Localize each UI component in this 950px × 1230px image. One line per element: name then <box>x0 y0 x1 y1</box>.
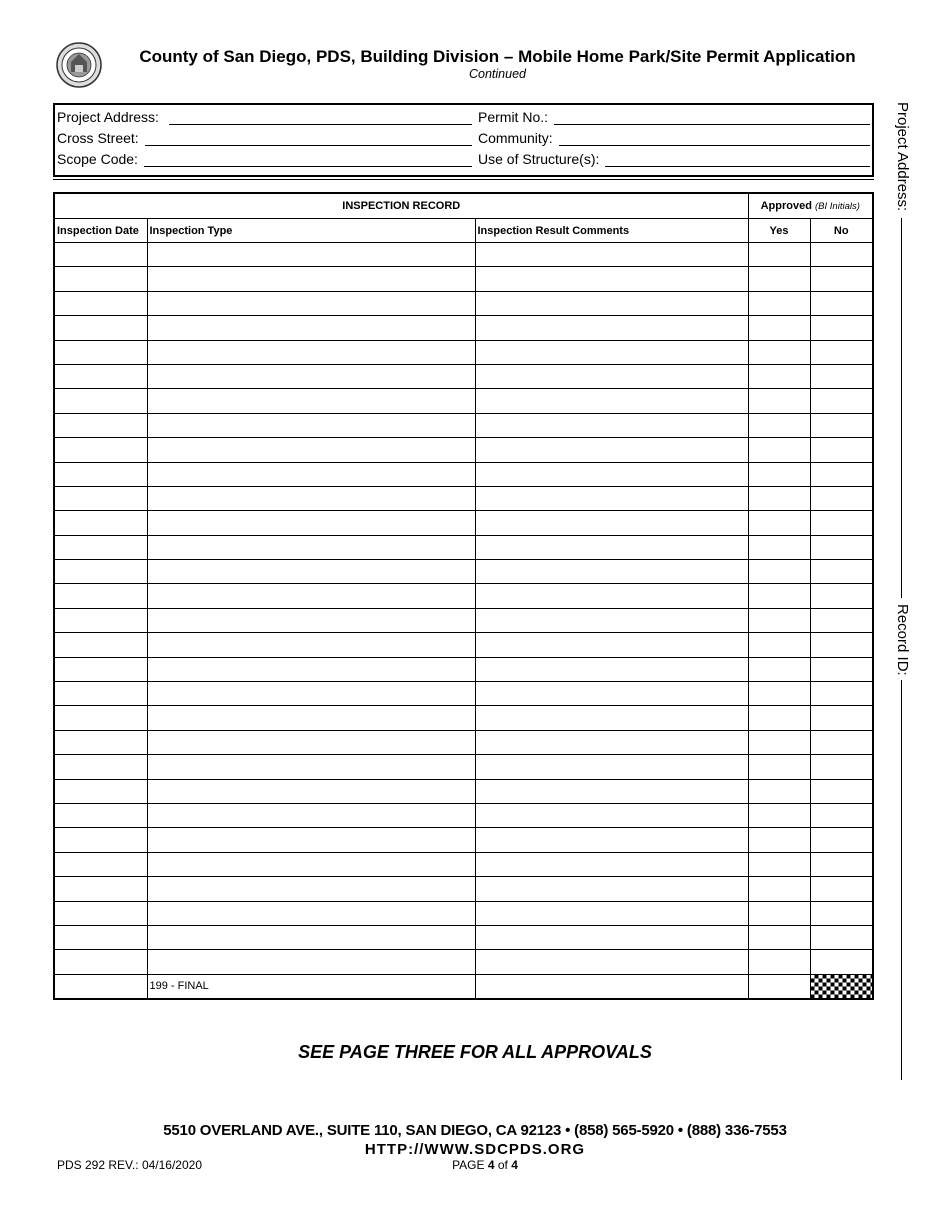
row-date-cell[interactable] <box>54 852 147 876</box>
row-yes-cell[interactable] <box>748 925 810 949</box>
row-comments-cell[interactable] <box>475 901 748 925</box>
project-address-label: Project Address: <box>57 109 159 125</box>
row-type-cell[interactable] <box>147 950 475 974</box>
row-date-cell[interactable] <box>54 316 147 340</box>
row-comments-cell[interactable] <box>475 535 748 559</box>
table-row <box>54 291 873 315</box>
table-row <box>54 925 873 949</box>
row-comments-cell[interactable] <box>475 755 748 779</box>
row-comments-cell[interactable] <box>475 657 748 681</box>
row-yes-cell[interactable] <box>748 535 810 559</box>
row-type-cell[interactable] <box>147 438 475 462</box>
row-type-cell[interactable] <box>147 535 475 559</box>
row-no-cell[interactable] <box>810 852 873 876</box>
use-of-structure-field[interactable] <box>605 152 870 167</box>
row-date-cell[interactable] <box>54 706 147 730</box>
row-type-cell[interactable] <box>147 925 475 949</box>
row-date-cell[interactable] <box>54 730 147 754</box>
table-row <box>54 316 873 340</box>
row-type-cell[interactable] <box>147 316 475 340</box>
page-current: 4 <box>487 1158 495 1172</box>
row-comments-cell[interactable] <box>475 950 748 974</box>
row-date-cell[interactable] <box>54 389 147 413</box>
col-inspection-date: Inspection Date <box>54 219 147 243</box>
row-type-cell[interactable] <box>147 364 475 388</box>
row-yes-cell[interactable] <box>748 389 810 413</box>
row-comments-cell[interactable] <box>475 706 748 730</box>
row-comments-cell[interactable] <box>475 340 748 364</box>
row-yes-cell[interactable] <box>748 706 810 730</box>
row-comments-cell[interactable] <box>475 925 748 949</box>
table-row <box>54 852 873 876</box>
row-yes-cell[interactable] <box>748 364 810 388</box>
table-row <box>54 462 873 486</box>
row-no-cell[interactable] <box>810 462 873 486</box>
row-comments-cell[interactable] <box>475 584 748 608</box>
final-yes-cell[interactable] <box>748 974 810 999</box>
table-row <box>54 364 873 388</box>
row-comments-cell[interactable] <box>475 828 748 852</box>
scope-code-row <box>57 151 472 167</box>
permit-no-row <box>478 109 870 125</box>
approved-header <box>748 193 873 219</box>
page-number <box>0 1158 950 1172</box>
row-comments-cell[interactable] <box>475 486 748 510</box>
row-no-cell[interactable] <box>810 340 873 364</box>
row-no-cell[interactable] <box>810 535 873 559</box>
county-seal-logo <box>56 42 102 88</box>
row-no-cell[interactable] <box>810 901 873 925</box>
permit-no-field[interactable] <box>554 110 870 125</box>
table-row <box>54 389 873 413</box>
row-yes-cell[interactable] <box>748 950 810 974</box>
row-no-cell[interactable] <box>810 413 873 437</box>
table-row <box>54 706 873 730</box>
side-project-address-label: Project Address: <box>894 102 911 212</box>
row-comments-cell[interactable] <box>475 316 748 340</box>
row-no-cell[interactable] <box>810 755 873 779</box>
row-yes-cell[interactable] <box>748 438 810 462</box>
row-type-cell[interactable] <box>147 243 475 267</box>
row-date-cell[interactable] <box>54 267 147 291</box>
row-date-cell[interactable] <box>54 438 147 462</box>
final-type-cell: 199 - FINAL <box>147 974 475 999</box>
row-comments-cell[interactable] <box>475 682 748 706</box>
row-date-cell[interactable] <box>54 755 147 779</box>
col-yes: Yes <box>748 219 810 243</box>
row-yes-cell[interactable] <box>748 877 810 901</box>
row-yes-cell[interactable] <box>748 511 810 535</box>
row-no-cell[interactable] <box>810 779 873 803</box>
row-type-cell[interactable] <box>147 340 475 364</box>
community-row <box>478 130 870 146</box>
row-comments-cell[interactable] <box>475 267 748 291</box>
row-no-cell[interactable] <box>810 243 873 267</box>
row-type-cell[interactable] <box>147 486 475 510</box>
row-yes-cell[interactable] <box>748 608 810 632</box>
row-no-cell[interactable] <box>810 706 873 730</box>
page-title: County of San Diego, PDS, Building Division – Mobile Home Park/Site Permit Application <box>139 47 856 66</box>
row-date-cell[interactable] <box>54 901 147 925</box>
row-type-cell[interactable] <box>147 560 475 584</box>
row-type-cell[interactable] <box>147 901 475 925</box>
row-no-cell[interactable] <box>810 364 873 388</box>
row-type-cell[interactable] <box>147 706 475 730</box>
row-no-cell[interactable] <box>810 803 873 827</box>
row-type-cell[interactable] <box>147 584 475 608</box>
table-row <box>54 657 873 681</box>
row-comments-cell[interactable] <box>475 291 748 315</box>
row-no-cell[interactable] <box>810 828 873 852</box>
inspection-rows <box>54 243 873 1000</box>
table-row <box>54 877 873 901</box>
row-type-cell[interactable] <box>147 657 475 681</box>
page-subtitle: Continued <box>469 67 526 81</box>
row-comments-cell[interactable] <box>475 389 748 413</box>
table-row <box>54 950 873 974</box>
row-yes-cell[interactable] <box>748 340 810 364</box>
row-date-cell[interactable] <box>54 364 147 388</box>
row-comments-cell[interactable] <box>475 560 748 584</box>
row-comments-cell[interactable] <box>475 462 748 486</box>
row-no-cell[interactable] <box>810 682 873 706</box>
col-inspection-type: Inspection Type <box>147 219 475 243</box>
approved-note: (BI Initials) <box>815 201 860 212</box>
row-date-cell[interactable] <box>54 243 147 267</box>
page-of: of <box>494 1158 512 1172</box>
row-comments-cell[interactable] <box>475 511 748 535</box>
inspection-record-table <box>53 192 874 1000</box>
final-row <box>54 974 873 999</box>
table-row <box>54 682 873 706</box>
side-record-id-line[interactable] <box>901 680 902 1080</box>
page-prefix: PAGE <box>452 1158 488 1172</box>
table-row <box>54 535 873 559</box>
row-type-cell[interactable] <box>147 877 475 901</box>
row-no-cell[interactable] <box>810 511 873 535</box>
row-yes-cell[interactable] <box>748 657 810 681</box>
row-comments-cell[interactable] <box>475 438 748 462</box>
col-inspection-comments: Inspection Result Comments <box>475 219 748 243</box>
footer-address: 5510 OVERLAND AVE., SUITE 110, SAN DIEGO, CA 92123 • (858) 565-5920 • (888) 336-7553 <box>163 1122 787 1139</box>
row-type-cell[interactable] <box>147 633 475 657</box>
row-date-cell[interactable] <box>54 340 147 364</box>
row-type-cell[interactable] <box>147 413 475 437</box>
row-yes-cell[interactable] <box>748 584 810 608</box>
row-yes-cell[interactable] <box>748 779 810 803</box>
table-row <box>54 340 873 364</box>
row-yes-cell[interactable] <box>748 682 810 706</box>
row-yes-cell[interactable] <box>748 755 810 779</box>
cross-street-row <box>57 130 472 146</box>
use-of-structure-row <box>478 151 870 167</box>
row-comments-cell[interactable] <box>475 877 748 901</box>
row-date-cell[interactable] <box>54 950 147 974</box>
table-row <box>54 901 873 925</box>
table-row <box>54 779 873 803</box>
row-date-cell[interactable] <box>54 803 147 827</box>
table-row <box>54 730 873 754</box>
row-yes-cell[interactable] <box>748 828 810 852</box>
row-type-cell[interactable] <box>147 291 475 315</box>
row-type-cell[interactable] <box>147 852 475 876</box>
row-date-cell[interactable] <box>54 682 147 706</box>
row-date-cell[interactable] <box>54 584 147 608</box>
row-date-cell[interactable] <box>54 486 147 510</box>
row-no-cell[interactable] <box>810 633 873 657</box>
form-revision: PDS 292 REV.: 04/16/2020 <box>57 1158 202 1172</box>
table-row <box>54 633 873 657</box>
table-row <box>54 243 873 267</box>
row-type-cell[interactable] <box>147 389 475 413</box>
approved-label: Approved <box>760 200 812 212</box>
row-no-cell[interactable] <box>810 584 873 608</box>
row-comments-cell[interactable] <box>475 803 748 827</box>
cross-street-label: Cross Street: <box>57 130 139 146</box>
side-record-id-label: Record ID: <box>894 604 911 676</box>
row-yes-cell[interactable] <box>748 803 810 827</box>
final-date-cell[interactable] <box>54 974 147 999</box>
table-row <box>54 755 873 779</box>
row-date-cell[interactable] <box>54 511 147 535</box>
row-type-cell[interactable] <box>147 755 475 779</box>
row-comments-cell[interactable] <box>475 413 748 437</box>
row-no-cell[interactable] <box>810 925 873 949</box>
row-yes-cell[interactable] <box>748 901 810 925</box>
scope-code-label: Scope Code: <box>57 151 138 167</box>
row-yes-cell[interactable] <box>748 243 810 267</box>
row-date-cell[interactable] <box>54 925 147 949</box>
approvals-notice: SEE PAGE THREE FOR ALL APPROVALS <box>298 1042 652 1062</box>
row-comments-cell[interactable] <box>475 364 748 388</box>
row-comments-cell[interactable] <box>475 608 748 632</box>
row-comments-cell[interactable] <box>475 633 748 657</box>
table-row <box>54 511 873 535</box>
table-row <box>54 584 873 608</box>
table-row <box>54 267 873 291</box>
row-yes-cell[interactable] <box>748 291 810 315</box>
row-no-cell[interactable] <box>810 438 873 462</box>
row-date-cell[interactable] <box>54 828 147 852</box>
row-date-cell[interactable] <box>54 633 147 657</box>
table-row <box>54 560 873 584</box>
row-yes-cell[interactable] <box>748 852 810 876</box>
row-type-cell[interactable] <box>147 682 475 706</box>
row-date-cell[interactable] <box>54 535 147 559</box>
row-date-cell[interactable] <box>54 413 147 437</box>
row-type-cell[interactable] <box>147 608 475 632</box>
row-date-cell[interactable] <box>54 291 147 315</box>
row-date-cell[interactable] <box>54 657 147 681</box>
final-comments-cell[interactable] <box>475 974 748 999</box>
row-type-cell[interactable] <box>147 803 475 827</box>
row-no-cell[interactable] <box>810 291 873 315</box>
table-row <box>54 608 873 632</box>
row-yes-cell[interactable] <box>748 730 810 754</box>
row-date-cell[interactable] <box>54 779 147 803</box>
row-comments-cell[interactable] <box>475 730 748 754</box>
row-yes-cell[interactable] <box>748 486 810 510</box>
row-no-cell[interactable] <box>810 657 873 681</box>
community-label: Community: <box>478 130 553 146</box>
row-no-cell[interactable] <box>810 560 873 584</box>
row-yes-cell[interactable] <box>748 413 810 437</box>
row-yes-cell[interactable] <box>748 316 810 340</box>
row-no-cell[interactable] <box>810 608 873 632</box>
community-field[interactable] <box>559 131 870 146</box>
row-no-cell[interactable] <box>810 730 873 754</box>
row-type-cell[interactable] <box>147 828 475 852</box>
project-address-field[interactable] <box>169 110 472 125</box>
row-type-cell[interactable] <box>147 730 475 754</box>
row-date-cell[interactable] <box>54 560 147 584</box>
table-row <box>54 803 873 827</box>
row-type-cell[interactable] <box>147 779 475 803</box>
row-no-cell[interactable] <box>810 950 873 974</box>
row-type-cell[interactable] <box>147 462 475 486</box>
row-date-cell[interactable] <box>54 877 147 901</box>
row-no-cell[interactable] <box>810 486 873 510</box>
inspection-record-title: INSPECTION RECORD <box>54 193 748 219</box>
row-no-cell[interactable] <box>810 267 873 291</box>
side-project-address-line[interactable] <box>901 218 902 598</box>
row-yes-cell[interactable] <box>748 267 810 291</box>
row-type-cell[interactable] <box>147 511 475 535</box>
row-no-cell[interactable] <box>810 389 873 413</box>
row-yes-cell[interactable] <box>748 560 810 584</box>
permit-no-label: Permit No.: <box>478 109 549 125</box>
table-row <box>54 438 873 462</box>
scope-code-field[interactable] <box>144 152 472 167</box>
row-date-cell[interactable] <box>54 608 147 632</box>
footer-website[interactable]: HTTP://WWW.SDCPDS.ORG <box>364 1141 586 1158</box>
row-yes-cell[interactable] <box>748 462 810 486</box>
project-info-box <box>53 103 874 177</box>
final-no-cell-shaded <box>810 974 873 999</box>
col-no: No <box>810 219 873 243</box>
table-row <box>54 828 873 852</box>
table-row <box>54 486 873 510</box>
page-total: 4 <box>511 1158 518 1172</box>
row-comments-cell[interactable] <box>475 243 748 267</box>
use-of-structure-label: Use of Structure(s): <box>478 151 600 167</box>
row-type-cell[interactable] <box>147 267 475 291</box>
row-yes-cell[interactable] <box>748 633 810 657</box>
project-address-row <box>57 109 472 125</box>
row-no-cell[interactable] <box>810 316 873 340</box>
row-comments-cell[interactable] <box>475 779 748 803</box>
table-row <box>54 413 873 437</box>
row-date-cell[interactable] <box>54 462 147 486</box>
cross-street-field[interactable] <box>145 131 472 146</box>
row-no-cell[interactable] <box>810 877 873 901</box>
row-comments-cell[interactable] <box>475 852 748 876</box>
